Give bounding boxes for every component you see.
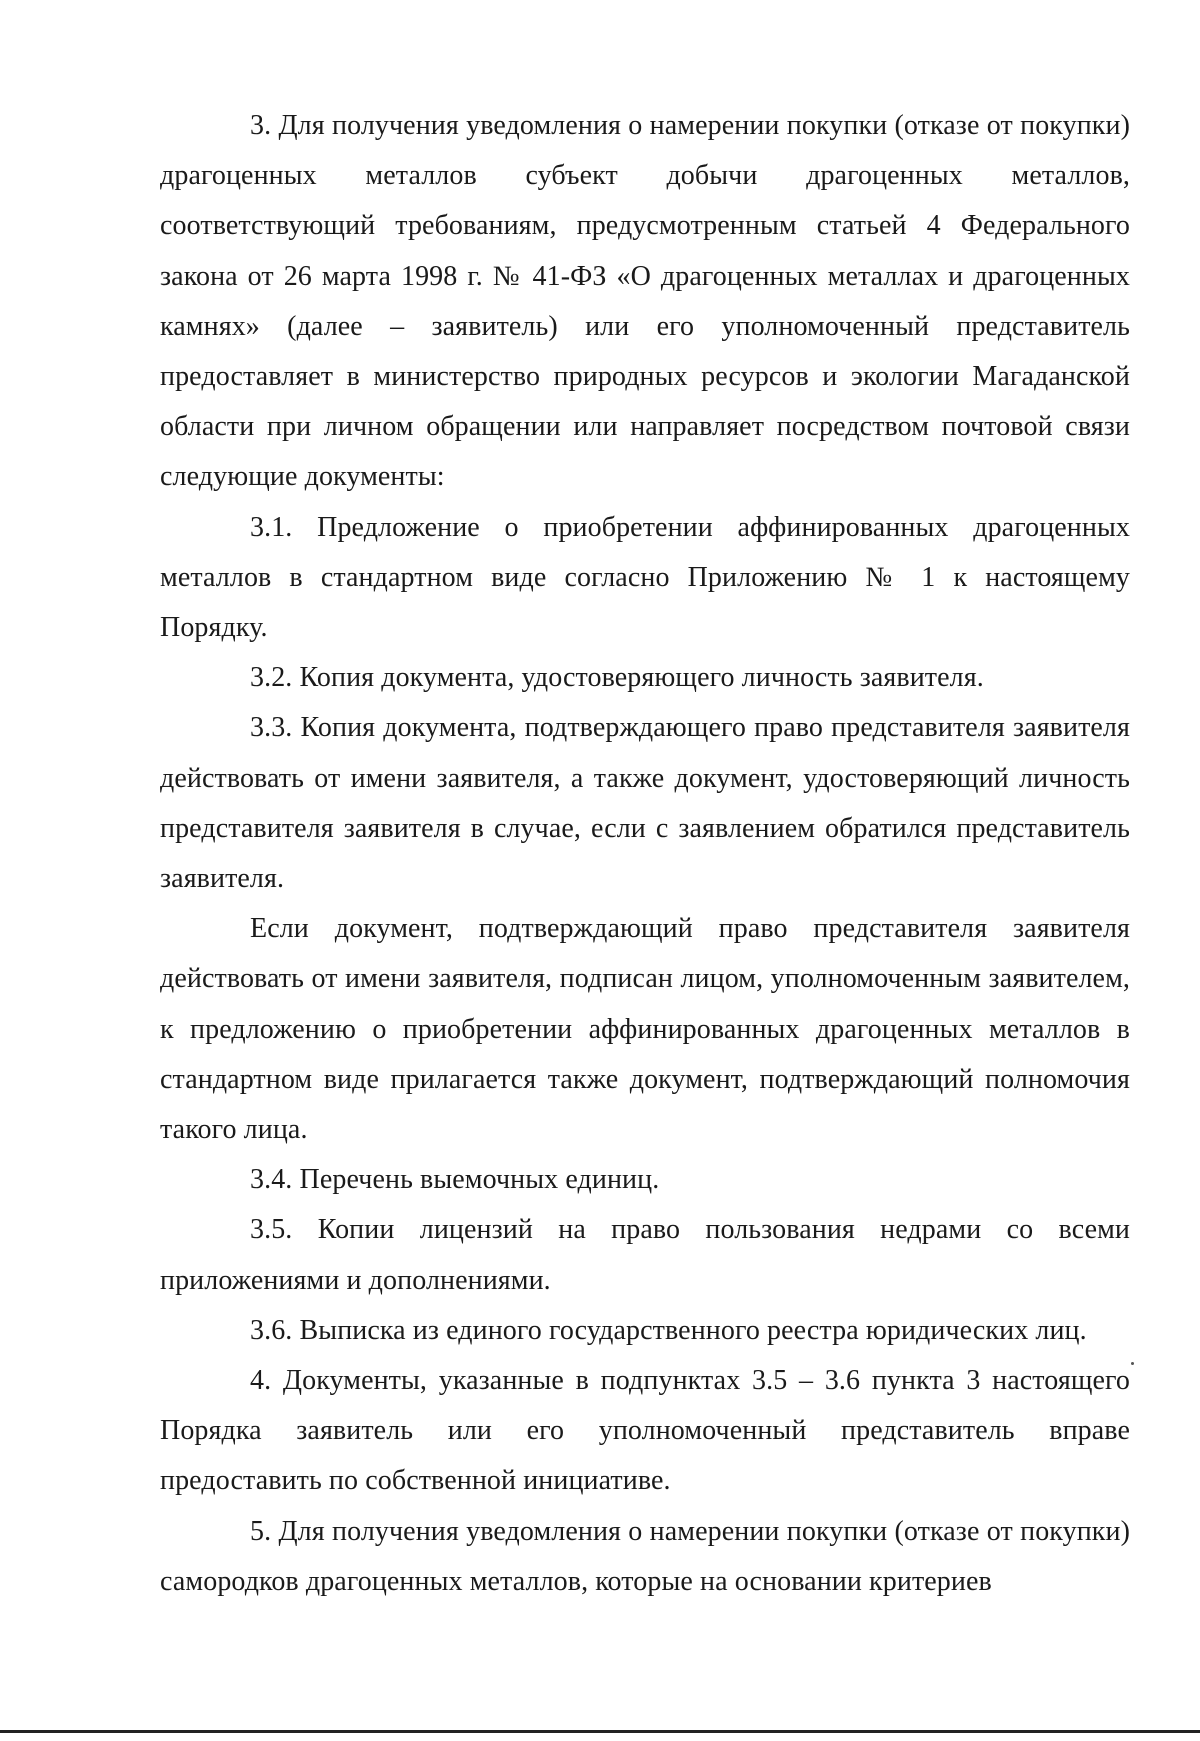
paragraph-5: 5. Для получения уведомления о намерении покупки (отказе от покупки) самородков драгоценных металлов, которые на основании критериев bbox=[160, 1515, 1130, 1597]
scan-speck bbox=[1131, 1362, 1134, 1365]
paragraph-3-1: 3.1. Предложение о приобретении аффинированных драгоценных металлов в стандартном виде согласно Приложению № 1 к настоящему Порядку. bbox=[160, 511, 1130, 644]
paragraph-authority-note: Если документ, подтверждающий право представителя заявителя действовать от имени заявителя, подписан лицом, уполномоченным заявителем, к предложению о приобретении аффинированных драгоценных металлов в стандартном виде прилагается также документ, подтверждающий полномочия такого лица. bbox=[160, 913, 1130, 1146]
paragraph-3-5: 3.5. Копии лицензий на право пользования недрами со всеми приложениями и дополнениями. bbox=[160, 1214, 1130, 1296]
scan-bottom-edge bbox=[0, 1730, 1200, 1733]
paragraph-3-4: 3.4. Перечень выемочных единиц. bbox=[250, 1164, 660, 1196]
paragraph-3-6: 3.6. Выписка из единого государственного реестра юридических лиц. bbox=[250, 1314, 1087, 1346]
document-body bbox=[160, 101, 1130, 1607]
paragraph-3-3: 3.3. Копия документа, подтверждающего право представителя заявителя действовать от имени заявителя, а также документ, удостоверяющий личность представителя заявителя в случае, если с заявлением обратился представитель заявителя. bbox=[160, 712, 1130, 895]
paragraph-3-2: 3.2. Копия документа, удостоверяющего личность заявителя. bbox=[250, 662, 984, 694]
paragraph-3: 3. Для получения уведомления о намерении покупки (отказе от покупки) драгоценных металлов субъект добычи драгоценных металлов, соответствующий требованиям, предусмотренным статьей 4 Федерального закона от 26 марта 1998 г. № 41-ФЗ «О драгоценных металлах и драгоценных камнях» (далее – заявитель) или его уполномоченный представитель предоставляет в министерство природных ресурсов и экологии Магаданской области при личном обращении или направляет посредством почтовой связи следующие документы: bbox=[160, 110, 1130, 493]
paragraph-4: 4. Документы, указанные в подпунктах 3.5 – 3.6 пункта 3 настоящего Порядка заявитель или его уполномоченный представитель вправе предоставить по собственной инициативе. bbox=[160, 1365, 1130, 1497]
